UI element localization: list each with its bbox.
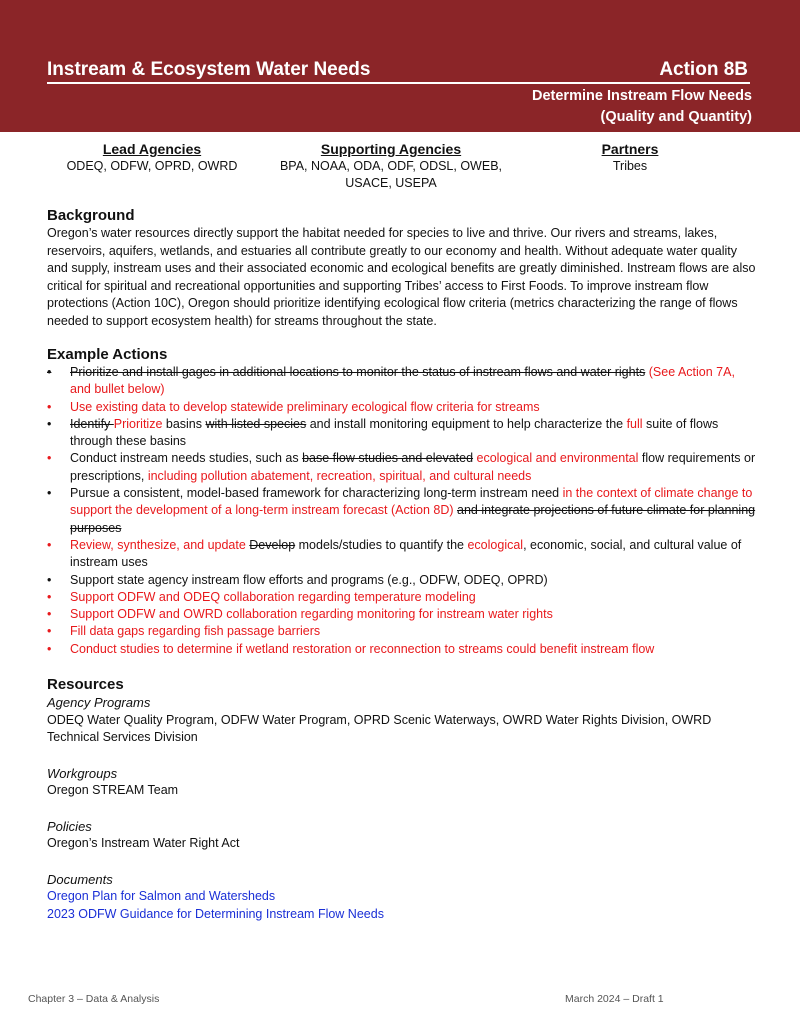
background-section <box>47 206 757 330</box>
bullet: • <box>47 641 52 656</box>
bullet: • <box>47 451 52 466</box>
struck-text: with listed species <box>205 416 307 431</box>
added-text: full <box>626 416 643 431</box>
body-text: flow requirements or prescriptions, <box>70 451 756 483</box>
footer-date: March 2024 – Draft 1 <box>565 993 664 1005</box>
background-text: Oregon’s water resources directly support the habitat needed for species to live and thrive. Our rivers and streams, lakes, reservoirs, aquifers, wetlands, and estuaries all contribute greatly to our economy and health. Without adequate water quality and supply, instream uses and their associated economic and ecological benefits are greatly diminished. Instream flows are also critical for spiritual and recreational opportunities and supporting Tribes’ access to First Foods. To improve instream flow protections (Action 10C), Oregon should prioritize identifying ecological flow criteria (metrics characterizing the range of flows needed to support ecosystem health) for streams throughout the state. <box>47 226 756 328</box>
body-text: suite of flows through these basins <box>70 416 719 449</box>
bullet: • <box>47 624 52 639</box>
list-item <box>47 641 757 658</box>
agency-programs-label: Agency Programs <box>47 695 151 710</box>
action-number: Action 8B <box>659 59 748 80</box>
body-text: and install monitoring equipment to help characterize the <box>306 416 627 431</box>
body-text: Support state agency instream flow efforts and programs (e.g., ODFW, ODEQ, OPRD) <box>70 572 548 587</box>
partners-value: Tribes <box>612 159 648 173</box>
added-text: ecological and environmental <box>473 451 639 466</box>
supporting-agencies <box>270 140 512 192</box>
resources-section <box>47 675 757 923</box>
subtitle-line-1: Determine Instream Flow Needs <box>532 88 752 104</box>
lead-agencies-value: ODEQ, ODFW, OPRD, OWRD <box>66 159 238 173</box>
agency-programs-text: ODEQ Water Quality Program, ODFW Water Program, OPRD Scenic Waterways, OWRD Water Rights Division, OWRD Technical Services Division <box>47 712 712 744</box>
body-text: basins <box>162 416 206 431</box>
supporting-agencies-value-2: USACE, USEPA <box>345 176 437 190</box>
footer-chapter: Chapter 3 – Data & Analysis <box>28 993 160 1005</box>
lead-agencies-label: Lead Agencies <box>102 141 202 157</box>
struck-text: base flow studies and elevated <box>302 451 474 466</box>
bullet: • <box>47 537 52 552</box>
policies-text: Oregon’s Instream Water Right Act <box>47 836 240 850</box>
workgroups-label: Workgroups <box>47 765 118 781</box>
struck-text: Develop <box>249 537 296 552</box>
bullet: • <box>47 589 52 604</box>
list-item <box>47 572 757 589</box>
struck-text: Identify <box>70 416 114 431</box>
list-item <box>47 450 757 485</box>
added-text: ecological <box>467 537 524 552</box>
list-item <box>47 364 757 399</box>
added-text: including pollution abatement, recreation, spiritual, and cultural needs <box>147 468 532 483</box>
bullet: • <box>47 365 52 379</box>
struck-text: and integrate projections of future climate for planning purposes <box>70 503 756 535</box>
struck-text: Prioritize and install gages in additional locations to monitor the status of instream flows and water rights <box>70 365 646 379</box>
page-title: Instream & Ecosystem Water Needs <box>47 59 371 80</box>
bullet: • <box>47 399 52 414</box>
list-item <box>47 537 757 572</box>
body-text: Conduct instream needs studies, such as <box>70 451 303 466</box>
bullet: • <box>47 486 52 501</box>
example-actions-section <box>47 345 757 658</box>
added-text: Prioritize <box>113 416 163 431</box>
added-text: Support ODFW and ODEQ collaboration regarding temperature modeling <box>70 589 476 604</box>
list-item <box>47 485 757 537</box>
partners-label: Partners <box>601 141 659 157</box>
example-actions-heading: Example Actions <box>47 346 168 363</box>
action-subtitle <box>532 86 752 128</box>
added-text: Fill data gaps regarding fish passage barriers <box>70 624 321 639</box>
supporting-agencies-value-1: BPA, NOAA, ODA, ODF, ODSL, OWEB, <box>279 159 503 173</box>
workgroups-text: Oregon STREAM Team <box>47 783 179 797</box>
policies-label: Policies <box>47 818 92 834</box>
bullet: • <box>47 607 52 622</box>
lead-agencies <box>47 140 257 175</box>
documents-label: Documents <box>47 871 113 887</box>
list-item <box>47 606 757 623</box>
resources-heading: Resources <box>47 676 124 693</box>
document-link-odfw-guidance[interactable]: 2023 ODFW Guidance for Determining Instream Flow Needs <box>47 906 384 921</box>
bullet: • <box>47 416 52 431</box>
list-item <box>47 399 757 416</box>
list-item <box>47 416 757 451</box>
header-banner <box>0 0 800 132</box>
partners <box>560 140 700 175</box>
subtitle-line-2: (Quality and Quantity) <box>600 109 752 125</box>
added-text: (See Action 7A, and bullet below) <box>70 365 735 397</box>
supporting-agencies-label: Supporting Agencies <box>320 141 462 157</box>
body-text: models/studies to quantify the <box>295 537 468 552</box>
document-link-oregon-plan[interactable]: Oregon Plan for Salmon and Watersheds <box>47 889 276 903</box>
added-text: Support ODFW and OWRD collaboration regarding monitoring for instream water rights <box>70 607 553 622</box>
added-text: in the context of climate change to support the development of a long-term instream forecast (Action 8D) <box>70 486 753 518</box>
body-text: , economic, social, and cultural value of instream uses <box>70 537 742 570</box>
list-item <box>47 623 757 640</box>
added-text: Use existing data to develop statewide preliminary ecological flow criteria for streams <box>70 399 540 414</box>
added-text: Conduct studies to determine if wetland restoration or reconnection to streams could benefit instream flow <box>70 641 655 656</box>
added-text: Review, synthesize, and update <box>70 537 250 552</box>
body-text: Pursue a consistent, model-based framework for characterizing long-term instream need <box>70 486 563 501</box>
list-item <box>47 589 757 606</box>
actions-list <box>47 364 757 658</box>
bullet: • <box>47 572 52 587</box>
background-heading: Background <box>47 207 135 224</box>
